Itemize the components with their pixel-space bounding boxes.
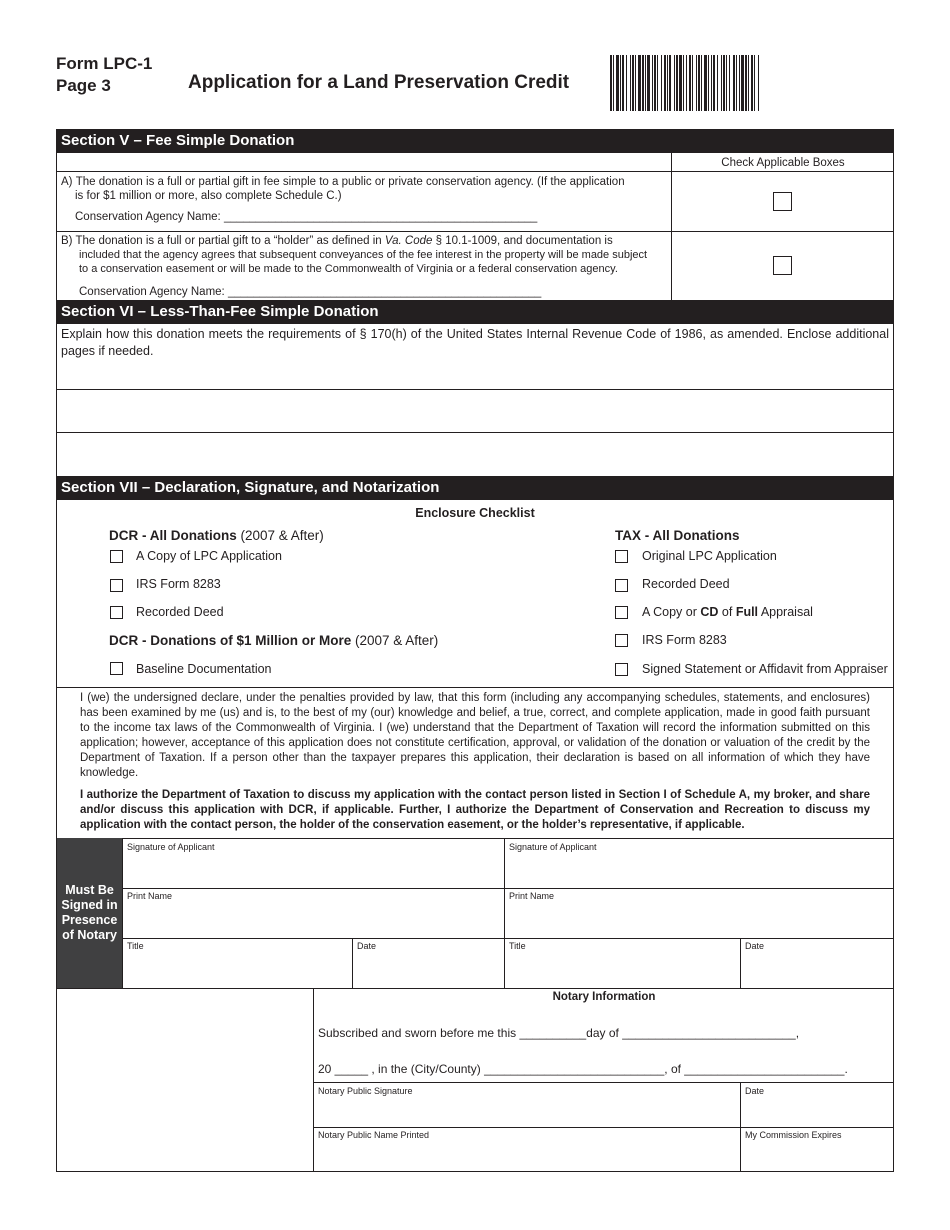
applicant2-title-label: Title (509, 941, 526, 951)
notary-location-line[interactable]: 20 _____ , in the (City/County) ___________________________, of ________________________. (318, 1062, 848, 1076)
commission-expires-label: My Commission Expires (745, 1130, 842, 1140)
notary-sworn-line[interactable]: Subscribed and sworn before me this __________day of __________________________, (318, 1026, 800, 1040)
item-b-line1: B) The donation is a full or partial gift to a “holder” as defined in Va. Code § 10.1-1009, and documentation is (61, 235, 613, 247)
tax-appraisal-checkbox[interactable] (615, 606, 628, 619)
section5-header: Section V – Fee Simple Donation (56, 129, 894, 153)
notary-name-label: Notary Public Name Printed (318, 1130, 430, 1140)
dcr-million-heading: DCR - Donations of $1 Million or More (2007 & After) (109, 633, 439, 648)
declaration-text: I (we) the undersigned declare, under the penalties provided by law, that this form (including any accompanying schedules, statements, and enclosures) has been examined by me (us) and is, to the best of my (our) knowledge and belief, a true, correct, and complete application, made in good faith pursuant to the income tax laws of the Commonwealth of Virginia. I (we) understand that the Department of Taxation will record the information submitted on this application; however, acceptance of this application does not constitute certification, approval, or validation of the donation or valuation of the credit by the Department of Taxation. If a person other than the taxpayer prepares this application, their declaration is based on all information of which they have knowledge. (80, 692, 870, 779)
notary-name-field[interactable] (314, 1141, 739, 1171)
applicant2-title-field[interactable] (505, 952, 739, 987)
applicant1-title-label: Title (127, 941, 144, 951)
dcr-irs-form-8283-checkbox[interactable] (110, 579, 123, 592)
applicant2-signature-field[interactable] (505, 853, 893, 887)
applicant2-print-name-field[interactable] (505, 902, 893, 937)
page-number: Page 3 (56, 76, 111, 95)
item-b-line2: included that the agency agrees that subsequent conveyances of the fee interest in the property will be made subject (79, 249, 648, 261)
applicant1-title-field[interactable] (123, 952, 351, 987)
tax-irs-form-8283-label: IRS Form 8283 (642, 633, 727, 647)
notary-signature-label: Notary Public Signature (318, 1086, 413, 1096)
applicant2-print-name-label: Print Name (509, 891, 555, 901)
explanation-line-1[interactable] (57, 390, 893, 432)
applicant1-print-name-label: Print Name (127, 891, 173, 901)
item-a-line2: is for $1 million or more, also complete Schedule C.) (75, 190, 342, 202)
applicant1-signature-field[interactable] (123, 853, 503, 887)
tax-appraiser-statement-label: Signed Statement or Affidavit from Appraiser (642, 662, 888, 676)
applicant1-date-field[interactable] (353, 952, 503, 987)
notary-date-label: Date (745, 1086, 765, 1096)
section6-instructions: Explain how this donation meets the requirements of § 170(h) of the United States Internal Revenue Code of 1986, as amended. Enclose additional pages if needed. (61, 327, 889, 358)
page-title: Application for a Land Preservation Credit (188, 72, 570, 93)
must-sign-notary-note: Must Be Signed in Presence of Notary (57, 838, 122, 988)
authorization-text: I authorize the Department of Taxation to discuss my application with the contact person listed in Section I of Schedule A, my broker, and share and/or discuss this application with DCR, if applicable. Further, I authorize the Department of Conservation and Recreation to discuss my application with the contact person, the holder of the conservation easement, or the holder’s representative, if applicable. (80, 789, 870, 831)
section7-header: Section VII – Declaration, Signature, and Notarization (56, 476, 894, 500)
item-b-agency-field[interactable]: Conservation Agency Name: _________________________________________________ (79, 286, 542, 298)
form-id (56, 53, 152, 97)
notary-seal-area (57, 989, 313, 1171)
baseline-documentation-checkbox[interactable] (110, 662, 123, 675)
tax-irs-form-8283-checkbox[interactable] (615, 634, 628, 647)
applicant2-signature-label: Signature of Applicant (509, 842, 597, 852)
notary-signature-field[interactable] (314, 1097, 739, 1126)
notary-date-field[interactable] (741, 1097, 893, 1126)
item-b-checkbox[interactable] (773, 256, 792, 275)
form-number: Form LPC-1 (56, 54, 153, 73)
dcr-recorded-deed-label: Recorded Deed (136, 605, 224, 619)
commission-expires-field[interactable] (741, 1141, 893, 1171)
applicant1-date-label: Date (357, 941, 377, 951)
item-a-checkbox[interactable] (773, 192, 792, 211)
dcr-recorded-deed-checkbox[interactable] (110, 606, 123, 619)
applicant1-signature-label: Signature of Applicant (127, 842, 215, 852)
tax-lpc-application-label: Original LPC Application (642, 549, 777, 563)
dcr-all-heading: DCR - All Donations (2007 & After) (109, 528, 324, 543)
applicant2-date-label: Date (745, 941, 765, 951)
enclosure-checklist-title: Enclosure Checklist (415, 506, 535, 520)
tax-recorded-deed-label: Recorded Deed (642, 577, 730, 591)
tax-recorded-deed-checkbox[interactable] (615, 579, 628, 592)
barcode-bar (759, 55, 761, 111)
tax-heading: TAX - All Donations (615, 528, 740, 543)
baseline-documentation-label: Baseline Documentation (136, 662, 272, 676)
tax-lpc-application-checkbox[interactable] (615, 550, 628, 563)
dcr-lpc-application-label: A Copy of LPC Application (136, 549, 282, 563)
applicant1-print-name-field[interactable] (123, 902, 503, 937)
item-a-agency-field[interactable]: Conservation Agency Name: _________________________________________________ (75, 211, 538, 223)
item-b-line3: to a conservation easement or will be made to the Commonwealth of Virginia or a federal conservation agency. (79, 263, 618, 275)
tax-appraisal-label: A Copy or CD of Full Appraisal (642, 605, 813, 619)
explanation-line-2[interactable] (57, 433, 893, 475)
notary-info-title: Notary Information (552, 991, 656, 1003)
applicant2-date-field[interactable] (741, 952, 893, 987)
tax-appraiser-statement-checkbox[interactable] (615, 663, 628, 676)
check-boxes-header: Check Applicable Boxes (721, 157, 845, 169)
item-a-line1: A) The donation is a full or partial gift in fee simple to a public or private conservation agency. (If the application (61, 176, 625, 188)
dcr-irs-form-8283-label: IRS Form 8283 (136, 577, 221, 591)
dcr-lpc-application-checkbox[interactable] (110, 550, 123, 563)
barcode (610, 55, 893, 111)
section6-header: Section VI – Less-Than-Fee Simple Donation (56, 300, 894, 324)
